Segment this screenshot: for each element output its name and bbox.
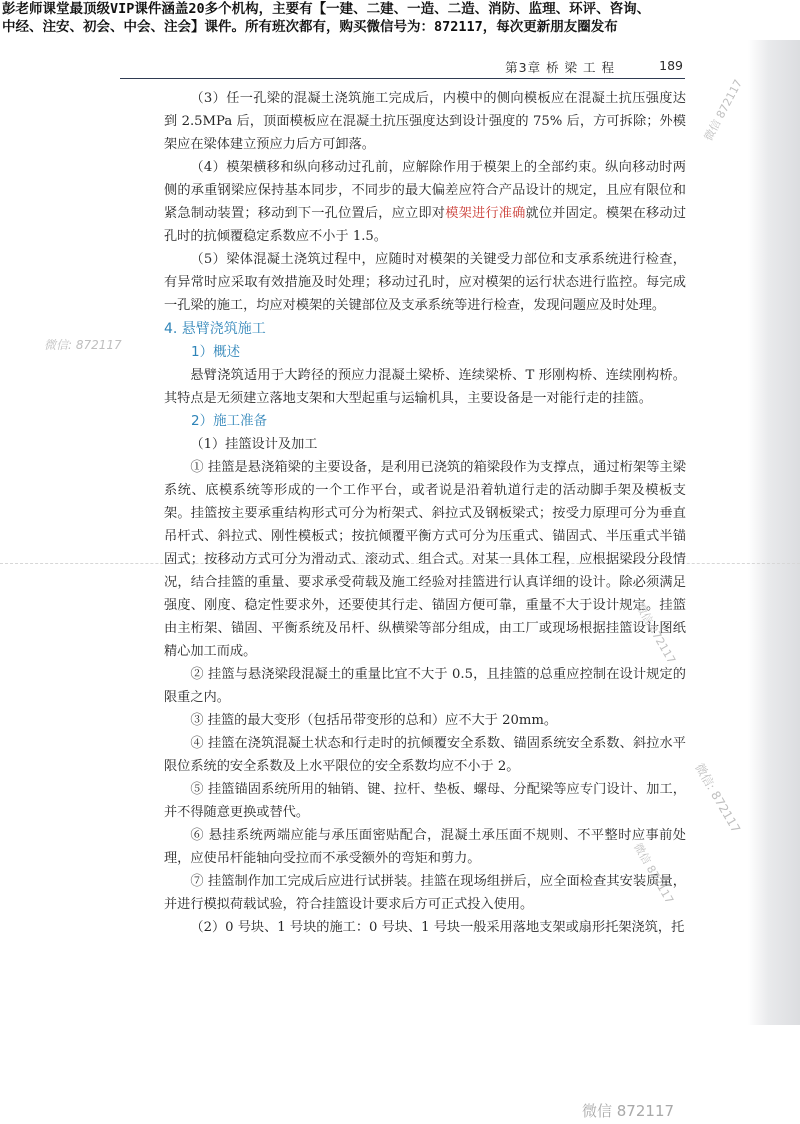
- watermark: 微信: 872117: [44, 338, 122, 352]
- page-body: [164, 87, 686, 939]
- paragraph-4-text-a: （4）模架横移和纵向移动过孔前，应解除作用于模架上的全部约束。纵向移动时两侧的承重钢梁应保持基本同步，不同步的最大偏差应符合产品设计的规定，且应有限位和紧急制动装置；移动到下一孔位置后，应立即对: [164, 160, 686, 221]
- page-edge-shadow: [748, 40, 800, 1025]
- watermark: 微信 872117: [631, 841, 677, 906]
- subsection-heading-overview: 1）概述: [191, 344, 241, 360]
- paragraph-3: （3）任一孔梁的混凝土浇筑施工完成后，内模中的侧向模板应在混凝土抗压强度达到 2.5MPa 后，顶面模板应在混凝土抗压强度达到设计强度的 75% 后，方可拆除；外模架应在梁体建立预应力后方可卸落。: [164, 91, 686, 152]
- watermark: 微信 872117: [633, 601, 679, 666]
- chapter-title: 第3章 桥 梁 工 程: [505, 60, 615, 75]
- promo-banner: [2, 0, 798, 36]
- page-header: [120, 50, 685, 79]
- promo-banner-line-1: 彭老师课堂最顶级VIP课件涵盖20多个机构，主要有【一建、二建、一造、二造、消防、监理、环评、咨询、: [2, 1, 651, 17]
- watermark: 微信 872117: [701, 77, 745, 144]
- watermark: 微信: 872117: [692, 761, 744, 836]
- overview-paragraph: 悬臂浇筑适用于大跨径的预应力混凝土梁桥、连续梁桥、T 形刚构桥、连续刚构桥。其特点是无须建立落地支架和大型起重与运输机具，主要设备是一对能行走的挂篮。: [164, 368, 686, 406]
- subsection-heading-preparation: 2）施工准备: [191, 413, 268, 429]
- item-heading-hanging-basket: （1）挂篮设计及加工: [190, 437, 318, 452]
- list-item-7: ⑦ 挂篮制作加工完成后应进行试拼装。挂篮在现场组拼后，应全面检查其安装质量，并进行模拟荷载试验，符合挂篮设计要求后方可正式投入使用。: [164, 874, 686, 912]
- paragraph-block-0-1: （2）0 号块、1 号块的施工：0 号块、1 号块一般采用落地支架或扇形托架浇筑，托: [190, 920, 685, 935]
- paragraph-4-text-b: 就位并固定。模架在移动过孔时的抗倾覆稳定系数应不小于 1.5。: [164, 206, 687, 244]
- list-item-3: ③ 挂篮的最大变形（包括吊带变形的总和）应不大于 20mm。: [190, 713, 558, 728]
- section-heading: 4. 悬臂浇筑施工: [164, 321, 266, 337]
- page-number: 189: [659, 58, 683, 73]
- list-item-6: ⑥ 悬挂系统两端应能与承压面密贴配合，混凝土承压面不规则、不平整时应事前处理，应使吊杆能轴向受拉而不承受额外的弯矩和剪力。: [164, 828, 686, 866]
- list-item-2: ② 挂篮与悬浇梁段混凝土的重量比宜不大于 0.5，且挂篮的总重应控制在设计规定的限重之内。: [164, 667, 686, 705]
- paragraph-4: [164, 156, 686, 248]
- list-item-4: ④ 挂篮在浇筑混凝土状态和行走时的抗倾覆安全系数、锚固系统安全系数、斜拉水平限位系统的安全系数及上水平限位的安全系数均应不小于 2。: [164, 736, 686, 774]
- list-item-1: ① 挂篮是悬浇箱梁的主要设备，是利用已浇筑的箱梁段作为支撑点，通过桁架等主梁系统、底模系统等形成的一个工作平台，或者说是沿着轨道行走的活动脚手架及模板支架。挂篮按主要承重结构形式可分为桁架式、斜拉式及钢板梁式；按受力原理可分为垂直吊杆式、斜拉式、刚性模板式；按抗倾覆平衡方式可分为压重式、锚固式、半压重式半锚固式；按移动方式可分为滑动式、滚动式、组合式。对某一具体工程，应根据梁段分段情况，结合挂篮的重量、要求承受荷载及施工经验对挂篮进行认真详细的设计。除必须满足强度、刚度、稳定性要求外，还要使其行走、锚固方便可靠，重量不大于设计规定。挂篮由主桁架、锚固、平衡系统及吊杆、纵横梁等部分组成，由工厂或现场根据挂篮设计图纸精心加工而成。: [164, 460, 686, 659]
- list-item-5: ⑤ 挂篮锚固系统所用的轴销、键、拉杆、垫板、螺母、分配梁等应专门设计、加工，并不得随意更换或替代。: [164, 782, 686, 820]
- promo-banner-line-2: 中经、注安、初会、中会、注会】课件。所有班次都有，购买微信号为：872117，每次更新朋友圈发布: [2, 19, 618, 35]
- paragraph-5: （5）梁体混凝土浇筑过程中，应随时对模架的关键受力部位和支承系统进行检查，有异常时应采取有效措施及时处理；移动过孔时，应对模架的运行状态进行监控。每完成一孔梁的施工，均应对模架的关键部位及支承系统等进行检查，发现问题应及时处理。: [164, 252, 686, 313]
- watermark-bottom: 微信 872117: [582, 1102, 675, 1120]
- red-annotation: 模架进行准确: [445, 206, 526, 221]
